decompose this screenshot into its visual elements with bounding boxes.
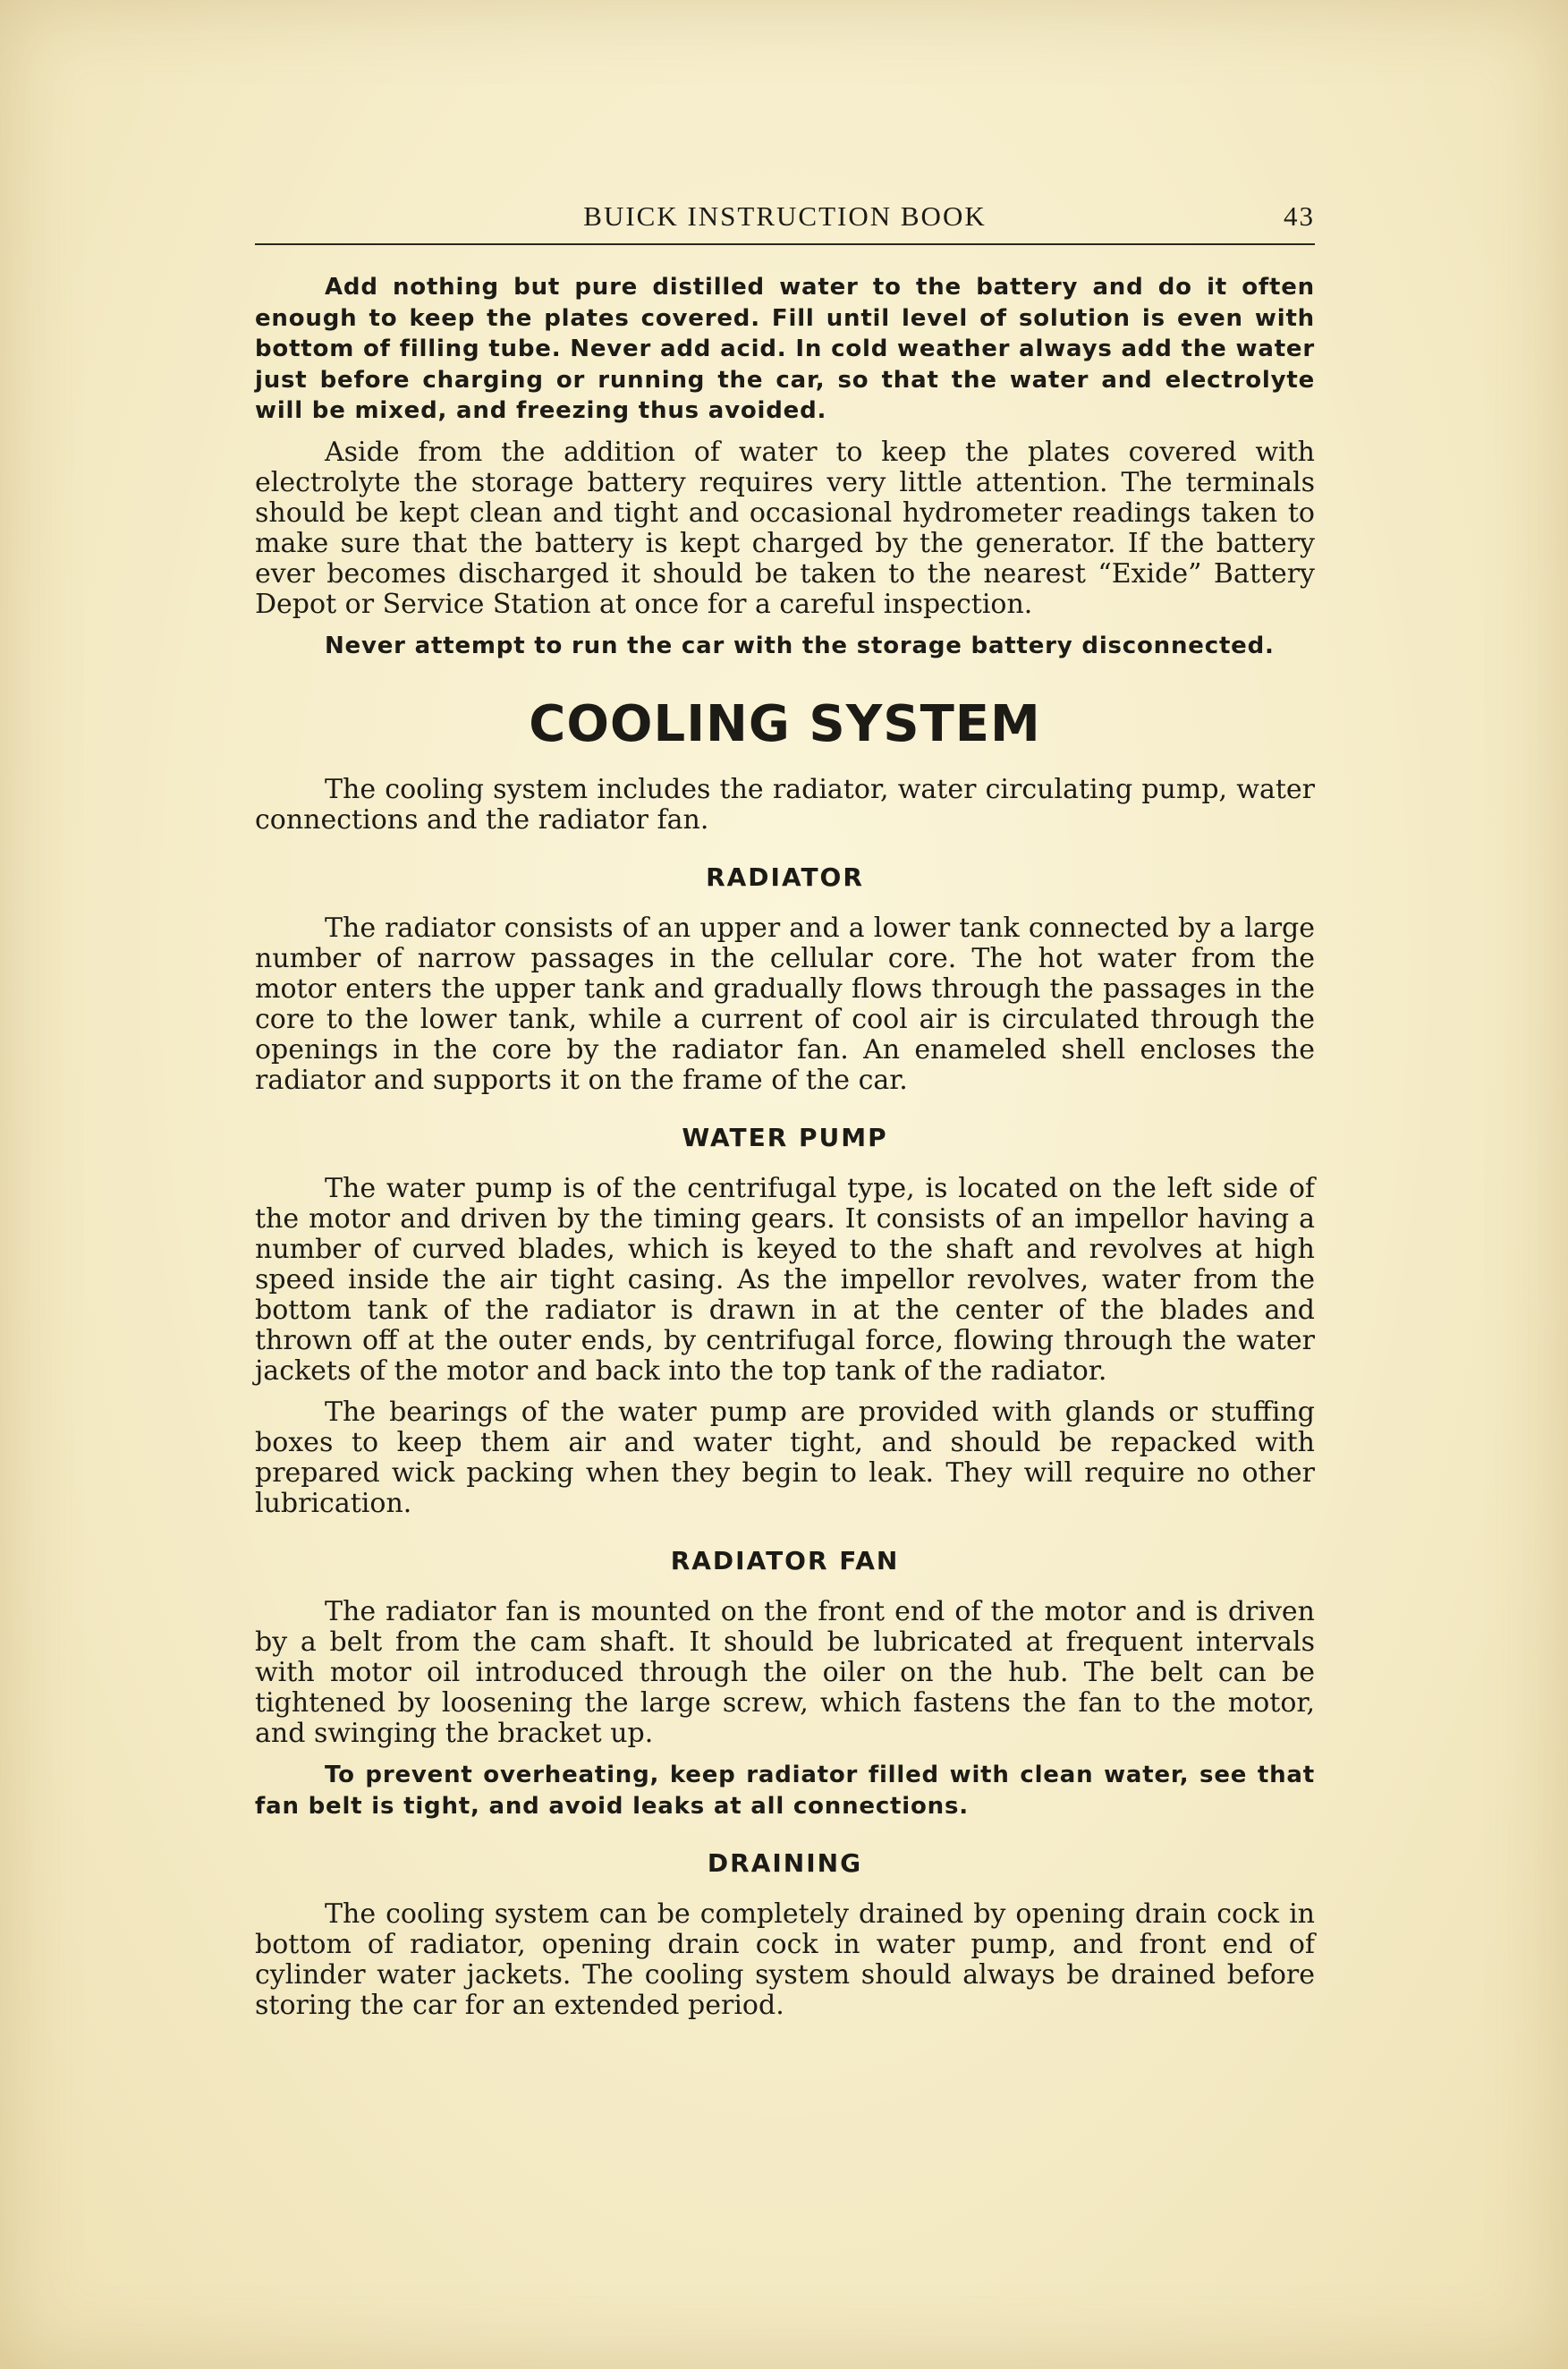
book-title: BUICK INSTRUCTION BOOK (583, 200, 987, 232)
radiator-heading: RADIATOR (706, 862, 864, 892)
water-pump-bearings-paragraph: The bearings of the water pump are provided with glands or stuffing boxes to keep them air and water tight, and should be repacked with prepared wick packing when they begin to leak. They will require no other lubrication. (255, 1397, 1315, 1519)
radiator-fan-paragraph: The radiator fan is mounted on the front end of the motor and is driven by a belt from the cam shaft. It should be lubricated at frequent intervals with motor oil introduced through the oiler on the hub. The belt can be tightened by loosening the large screw, which fastens the fan to the motor, and swinging the bracket up. (255, 1596, 1315, 1749)
draining-paragraph: The cooling system can be completely drained by opening drain cock in bottom of radiator, opening drain cock in water pump, and front end of cylinder water jackets. The cooling system should always be drained before storing the car for an extended period. (255, 1898, 1315, 2021)
running-header (255, 197, 1315, 245)
battery-disconnect-warning: Never attempt to run the car with the storage battery disconnected. (325, 632, 1275, 659)
radiator-paragraph: The radiator consists of an upper and a lower tank connected by a large number of narrow passages in the cellular core. The hot water from the motor enters the upper tank and gradually flows through the passages in the core to the lower tank, while a current of cool air is circulated through the openings in the core by the radiator fan. An enameled shell encloses the radiator and supports it on the frame of the car. (255, 913, 1315, 1096)
water-pump-heading: WATER PUMP (682, 1123, 888, 1152)
water-pump-paragraph: The water pump is of the centrifugal type, is located on the left side of the motor and driven by the timing gears. It consists of an impellor having a number of curved blades, which is keyed to the shaft and revolves at high speed inside the air tight casing. As the impellor revolves, water from the bottom tank of the radiator is drawn in at the center of the blades and thrown off at the outer ends, by centrifugal force, flowing through the water jackets of the motor and back into the top tank of the radiator. (255, 1173, 1315, 1387)
battery-care-paragraph: Aside from the addition of water to keep the plates covered with electrolyte the storage battery requires very little attention. The terminals should be kept clean and tight and occasional hydrometer readings taken to make sure that the battery is kept charged by the generator. If the battery ever becomes discharged it should be taken to the nearest “Exide” Battery Depot or Service Station at once for a careful inspection. (255, 436, 1315, 620)
radiator-fan-heading: RADIATOR FAN (670, 1546, 900, 1575)
cooling-system-heading: COOLING SYSTEM (529, 695, 1041, 753)
cooling-system-intro: The cooling system includes the radiator, water circulating pump, water connections and the radiator fan. (255, 774, 1315, 836)
page-content (255, 197, 1315, 2021)
draining-heading: DRAINING (707, 1848, 863, 1878)
overheating-warning: To prevent overheating, keep radiator filled with clean water, see that fan belt is tight, and avoid leaks at all connections. (255, 1762, 1315, 1820)
battery-water-warning: Add nothing but pure distilled water to the battery and do it often enough to keep the plates covered. Fill until level of solution is even with bottom of filling tube. Never add acid. In cold weather always add the water just before charging or running the car, so that the water and electrolyte will be mixed, and freezing thus avoided. (255, 274, 1315, 424)
page-number: 43 (1284, 200, 1315, 232)
